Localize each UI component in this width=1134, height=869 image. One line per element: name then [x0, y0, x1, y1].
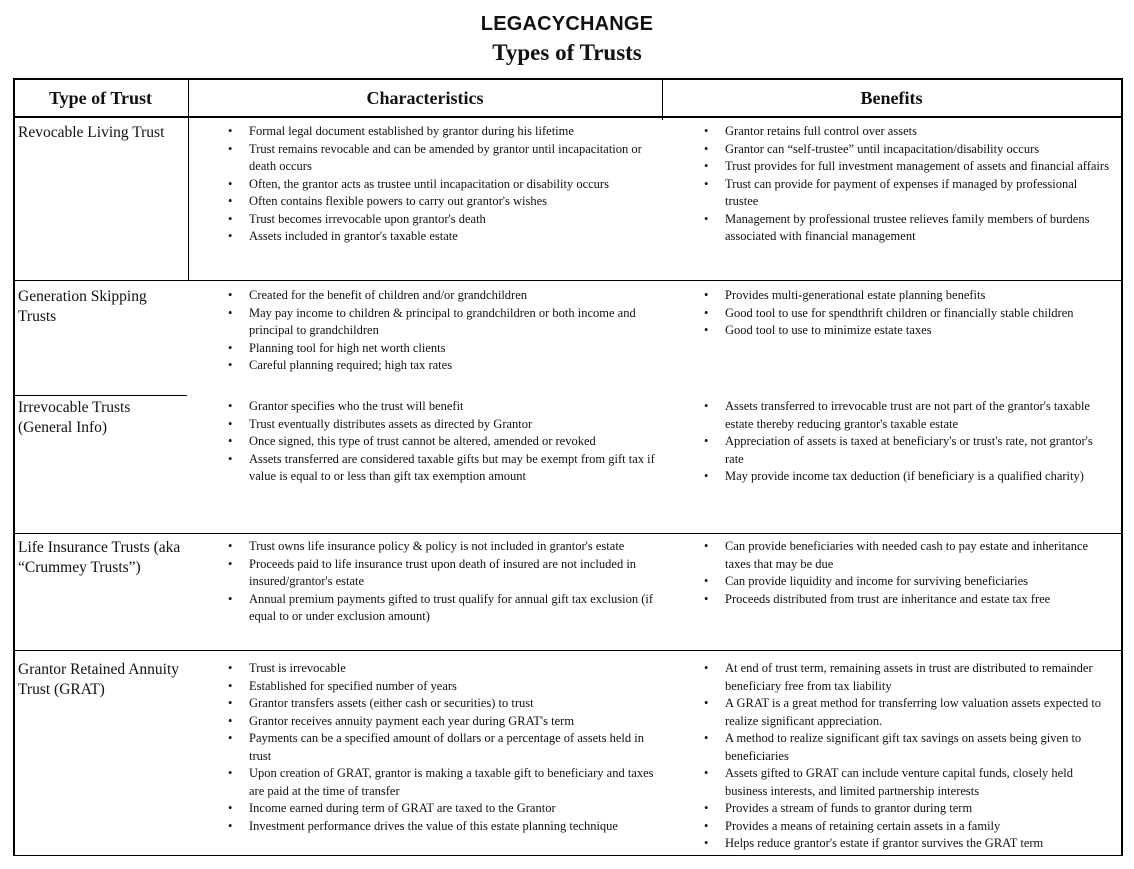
characteristic-item: • Trust eventually distributes assets as directed by Grantor	[225, 416, 663, 434]
row-divider-1	[13, 280, 1123, 281]
benefits-list	[701, 398, 1109, 486]
characteristic-item: • Payments can be a specified amount of dollars or a percentage of assets held in trust	[225, 730, 663, 765]
characteristic-item: • Trust owns life insurance policy & policy is not included in grantor's estate	[225, 538, 663, 556]
characteristic-item: • Trust is irrevocable	[225, 660, 663, 678]
trust-type-name: Revocable Living Trust	[18, 124, 165, 141]
benefits-list	[701, 538, 1109, 608]
row-divider-3	[13, 533, 1123, 534]
benefit-item: • Helps reduce grantor's estate if grantor survives the GRAT term	[701, 835, 1109, 853]
benefit-item: • Good tool to use for spendthrift children or financially stable children	[701, 305, 1109, 323]
table-header	[13, 78, 1123, 118]
benefit-item: • Provides a stream of funds to grantor during term	[701, 800, 1109, 818]
row-divider-2	[13, 395, 187, 396]
characteristics-list	[225, 123, 663, 246]
characteristic-item: • Created for the benefit of children and/or grandchildren	[225, 287, 663, 305]
characteristic-item: • May pay income to children & principal to grandchildren or both income and principal to grandchildren	[225, 305, 663, 340]
characteristic-item: • Formal legal document established by grantor during his lifetime	[225, 123, 663, 141]
benefit-item: • Management by professional trustee relieves family members of burdens associated with financial management	[701, 211, 1109, 246]
characteristic-item: • Investment performance drives the value of this estate planning technique	[225, 818, 663, 836]
characteristics-list	[225, 398, 663, 486]
benefit-item: • Can provide liquidity and income for surviving beneficiaries	[701, 573, 1109, 591]
characteristic-item: • Annual premium payments gifted to trust qualify for annual gift tax exclusion (if equal to or under exclusion amount)	[225, 591, 663, 626]
trust-type-name: Irrevocable Trusts (General Info)	[18, 399, 131, 436]
characteristic-item: • Assets included in grantor's taxable estate	[225, 228, 663, 246]
characteristic-item: • Trust becomes irrevocable upon grantor's death	[225, 211, 663, 229]
benefit-item: • Provides a means of retaining certain assets in a family	[701, 818, 1109, 836]
characteristic-item: • Established for specified number of years	[225, 678, 663, 696]
benefit-item: • Grantor retains full control over assets	[701, 123, 1109, 141]
page-title: Types of Trusts	[492, 40, 642, 65]
benefit-item: • May provide income tax deduction (if beneficiary is a qualified charity)	[701, 468, 1109, 486]
benefit-item: • Assets gifted to GRAT can include venture capital funds, closely held business interests, and limited partnership interests	[701, 765, 1109, 800]
characteristic-item: • Proceeds paid to life insurance trust upon death of insured are not included in insured/grantor's estate	[225, 556, 663, 591]
trust-type-name: Life Insurance Trusts (aka “Crummey Trusts”)	[18, 539, 181, 576]
characteristics-list	[225, 287, 663, 375]
table-bottom-border	[13, 855, 1123, 856]
characteristic-item: • Often contains flexible powers to carry out grantor's wishes	[225, 193, 663, 211]
characteristics-list	[225, 538, 663, 626]
benefit-item: • Trust provides for full investment management of assets and financial affairs	[701, 158, 1109, 176]
brand-heading: LEGACYCHANGE	[480, 13, 654, 35]
characteristic-item: • Once signed, this type of trust cannot be altered, amended or revoked	[225, 433, 663, 451]
benefit-item: • Can provide beneficiaries with needed cash to pay estate and inheritance taxes that may be due	[701, 538, 1109, 573]
benefit-item: • Provides multi-generational estate planning benefits	[701, 287, 1109, 305]
benefits-list	[701, 660, 1109, 853]
row-divider-4	[13, 650, 1123, 651]
characteristic-item: • Grantor transfers assets (either cash or securities) to trust	[225, 695, 663, 713]
benefit-item: • A GRAT is a great method for transferring low valuation assets expected to realize significant appreciation.	[701, 695, 1109, 730]
table-left-border	[13, 78, 15, 856]
benefit-item: • Trust can provide for payment of expenses if managed by professional trustee	[701, 176, 1109, 211]
characteristic-item: • Careful planning required; high tax rates	[225, 357, 663, 375]
characteristic-item: • Grantor specifies who the trust will benefit	[225, 398, 663, 416]
column-header-characteristics: Characteristics	[366, 88, 484, 108]
characteristic-item: • Income earned during term of GRAT are taxed to the Grantor	[225, 800, 663, 818]
characteristic-item: • Upon creation of GRAT, grantor is making a taxable gift to beneficiary and taxes are paid at the time of transfer	[225, 765, 663, 800]
benefit-item: • Good tool to use to minimize estate taxes	[701, 322, 1109, 340]
benefit-item: • Grantor can “self-trustee” until incapacitation/disability occurs	[701, 141, 1109, 159]
benefit-item: • Proceeds distributed from trust are inheritance and estate tax free	[701, 591, 1109, 609]
benefit-item: • Assets transferred to irrevocable trust are not part of the grantor's taxable estate thereby reducing grantor's taxable estate	[701, 398, 1109, 433]
trust-type-name: Generation Skipping Trusts	[18, 288, 147, 325]
characteristic-item: • Planning tool for high net worth clients	[225, 340, 663, 358]
benefit-item: • Appreciation of assets is taxed at beneficiary's or trust's rate, not grantor's rate	[701, 433, 1109, 468]
characteristics-list	[225, 660, 663, 835]
characteristic-item: • Assets transferred are considered taxable gifts but may be exempt from gift tax if value is equal to or less than gift tax exemption amount	[225, 451, 663, 486]
characteristic-item: • Trust remains revocable and can be amended by grantor until incapacitation or death occurs	[225, 141, 663, 176]
benefits-list	[701, 287, 1109, 340]
characteristic-item: • Often, the grantor acts as trustee until incapacitation or disability occurs	[225, 176, 663, 194]
column-header-type: Type of Trust	[48, 88, 152, 108]
table-right-border	[1121, 78, 1123, 856]
column-header-benefits: Benefits	[860, 88, 923, 108]
trust-type-name: Grantor Retained Annuity Trust (GRAT)	[18, 661, 179, 698]
benefit-item: • A method to realize significant gift tax savings on assets being given to beneficiaries	[701, 730, 1109, 765]
benefit-item: • At end of trust term, remaining assets in trust are distributed to remainder beneficiary free from tax liability	[701, 660, 1109, 695]
characteristic-item: • Grantor receives annuity payment each year during GRAT's term	[225, 713, 663, 731]
benefits-list	[701, 123, 1109, 246]
